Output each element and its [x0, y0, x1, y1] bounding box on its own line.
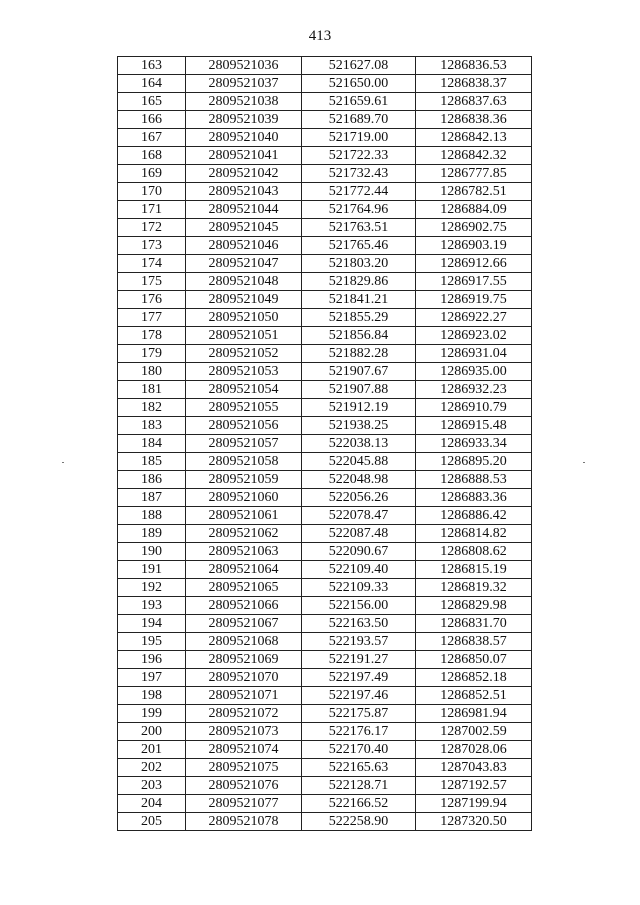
scan-speck [583, 462, 585, 463]
x-coordinate-cell: 522078.47 [302, 507, 416, 525]
table-row [118, 399, 532, 417]
row-number-cell: 179 [118, 345, 186, 363]
table-row [118, 453, 532, 471]
row-number-cell: 188 [118, 507, 186, 525]
cadastral-id-cell: 2809521078 [186, 813, 302, 831]
y-coordinate-cell: 1287192.57 [416, 777, 532, 795]
x-coordinate-cell: 522197.46 [302, 687, 416, 705]
x-coordinate-cell: 521907.88 [302, 381, 416, 399]
table-row [118, 525, 532, 543]
x-coordinate-cell: 521907.67 [302, 363, 416, 381]
cadastral-id-cell: 2809521071 [186, 687, 302, 705]
y-coordinate-cell: 1286838.36 [416, 111, 532, 129]
row-number-cell: 182 [118, 399, 186, 417]
cadastral-id-cell: 2809521047 [186, 255, 302, 273]
x-coordinate-cell: 521829.86 [302, 273, 416, 291]
y-coordinate-cell: 1287320.50 [416, 813, 532, 831]
cadastral-id-cell: 2809521046 [186, 237, 302, 255]
y-coordinate-cell: 1286935.00 [416, 363, 532, 381]
cadastral-id-cell: 2809521065 [186, 579, 302, 597]
table-row [118, 435, 532, 453]
y-coordinate-cell: 1286922.27 [416, 309, 532, 327]
table-row [118, 363, 532, 381]
row-number-cell: 200 [118, 723, 186, 741]
row-number-cell: 187 [118, 489, 186, 507]
cadastral-id-cell: 2809521068 [186, 633, 302, 651]
x-coordinate-cell: 522197.49 [302, 669, 416, 687]
row-number-cell: 167 [118, 129, 186, 147]
cadastral-id-cell: 2809521054 [186, 381, 302, 399]
table-row [118, 309, 532, 327]
row-number-cell: 192 [118, 579, 186, 597]
y-coordinate-cell: 1286831.70 [416, 615, 532, 633]
table-row [118, 75, 532, 93]
y-coordinate-cell: 1286836.53 [416, 57, 532, 75]
y-coordinate-cell: 1286888.53 [416, 471, 532, 489]
x-coordinate-cell: 522048.98 [302, 471, 416, 489]
table-row [118, 273, 532, 291]
x-coordinate-cell: 521627.08 [302, 57, 416, 75]
table-row [118, 291, 532, 309]
y-coordinate-cell: 1286815.19 [416, 561, 532, 579]
row-number-cell: 174 [118, 255, 186, 273]
y-coordinate-cell: 1286931.04 [416, 345, 532, 363]
table-row [118, 669, 532, 687]
cadastral-id-cell: 2809521042 [186, 165, 302, 183]
y-coordinate-cell: 1286915.48 [416, 417, 532, 435]
cadastral-id-cell: 2809521044 [186, 201, 302, 219]
x-coordinate-cell: 521938.25 [302, 417, 416, 435]
y-coordinate-cell: 1286912.66 [416, 255, 532, 273]
y-coordinate-cell: 1286919.75 [416, 291, 532, 309]
table-row [118, 777, 532, 795]
cadastral-id-cell: 2809521045 [186, 219, 302, 237]
x-coordinate-cell: 522056.26 [302, 489, 416, 507]
table-row [118, 615, 532, 633]
x-coordinate-cell: 522109.40 [302, 561, 416, 579]
y-coordinate-cell: 1286850.07 [416, 651, 532, 669]
table-row [118, 165, 532, 183]
y-coordinate-cell: 1286838.37 [416, 75, 532, 93]
scan-speck [62, 462, 64, 463]
table-row [118, 201, 532, 219]
row-number-cell: 181 [118, 381, 186, 399]
cadastral-id-cell: 2809521055 [186, 399, 302, 417]
row-number-cell: 201 [118, 741, 186, 759]
x-coordinate-cell: 521912.19 [302, 399, 416, 417]
row-number-cell: 193 [118, 597, 186, 615]
table-row [118, 579, 532, 597]
cadastral-id-cell: 2809521075 [186, 759, 302, 777]
row-number-cell: 173 [118, 237, 186, 255]
y-coordinate-cell: 1286902.75 [416, 219, 532, 237]
x-coordinate-cell: 521882.28 [302, 345, 416, 363]
table-row [118, 417, 532, 435]
row-number-cell: 175 [118, 273, 186, 291]
table-row [118, 723, 532, 741]
cadastral-id-cell: 2809521052 [186, 345, 302, 363]
row-number-cell: 170 [118, 183, 186, 201]
cadastral-id-cell: 2809521077 [186, 795, 302, 813]
table-row [118, 633, 532, 651]
y-coordinate-cell: 1286917.55 [416, 273, 532, 291]
table-row [118, 507, 532, 525]
y-coordinate-cell: 1287043.83 [416, 759, 532, 777]
x-coordinate-cell: 522109.33 [302, 579, 416, 597]
y-coordinate-cell: 1286842.32 [416, 147, 532, 165]
x-coordinate-cell: 521719.00 [302, 129, 416, 147]
x-coordinate-cell: 522170.40 [302, 741, 416, 759]
cadastral-id-cell: 2809521061 [186, 507, 302, 525]
x-coordinate-cell: 522165.63 [302, 759, 416, 777]
table-row [118, 489, 532, 507]
row-number-cell: 205 [118, 813, 186, 831]
cadastral-id-cell: 2809521062 [186, 525, 302, 543]
y-coordinate-cell: 1286932.23 [416, 381, 532, 399]
y-coordinate-cell: 1287002.59 [416, 723, 532, 741]
cadastral-id-cell: 2809521036 [186, 57, 302, 75]
table-row [118, 93, 532, 111]
table-row [118, 129, 532, 147]
table-row [118, 741, 532, 759]
y-coordinate-cell: 1286808.62 [416, 543, 532, 561]
row-number-cell: 163 [118, 57, 186, 75]
row-number-cell: 189 [118, 525, 186, 543]
row-number-cell: 171 [118, 201, 186, 219]
cadastral-id-cell: 2809521060 [186, 489, 302, 507]
row-number-cell: 176 [118, 291, 186, 309]
row-number-cell: 199 [118, 705, 186, 723]
x-coordinate-cell: 522175.87 [302, 705, 416, 723]
cadastral-id-cell: 2809521040 [186, 129, 302, 147]
row-number-cell: 169 [118, 165, 186, 183]
y-coordinate-cell: 1286814.82 [416, 525, 532, 543]
cadastral-id-cell: 2809521070 [186, 669, 302, 687]
x-coordinate-cell: 522193.57 [302, 633, 416, 651]
row-number-cell: 185 [118, 453, 186, 471]
table-row [118, 255, 532, 273]
y-coordinate-cell: 1286886.42 [416, 507, 532, 525]
y-coordinate-cell: 1286923.02 [416, 327, 532, 345]
table-row [118, 345, 532, 363]
table-row [118, 327, 532, 345]
x-coordinate-cell: 521659.61 [302, 93, 416, 111]
cadastral-id-cell: 2809521041 [186, 147, 302, 165]
table-row [118, 795, 532, 813]
x-coordinate-cell: 521803.20 [302, 255, 416, 273]
row-number-cell: 172 [118, 219, 186, 237]
cadastral-id-cell: 2809521039 [186, 111, 302, 129]
row-number-cell: 195 [118, 633, 186, 651]
y-coordinate-cell: 1286852.51 [416, 687, 532, 705]
y-coordinate-cell: 1286981.94 [416, 705, 532, 723]
cadastral-id-cell: 2809521058 [186, 453, 302, 471]
x-coordinate-cell: 522258.90 [302, 813, 416, 831]
x-coordinate-cell: 522191.27 [302, 651, 416, 669]
cadastral-id-cell: 2809521059 [186, 471, 302, 489]
table-row [118, 705, 532, 723]
table-row [118, 147, 532, 165]
row-number-cell: 177 [118, 309, 186, 327]
table-row [118, 759, 532, 777]
y-coordinate-cell: 1286829.98 [416, 597, 532, 615]
row-number-cell: 204 [118, 795, 186, 813]
y-coordinate-cell: 1286895.20 [416, 453, 532, 471]
x-coordinate-cell: 521722.33 [302, 147, 416, 165]
table-row [118, 237, 532, 255]
row-number-cell: 190 [118, 543, 186, 561]
cadastral-id-cell: 2809521064 [186, 561, 302, 579]
cadastral-id-cell: 2809521063 [186, 543, 302, 561]
x-coordinate-cell: 522090.67 [302, 543, 416, 561]
x-coordinate-cell: 521764.96 [302, 201, 416, 219]
table-row [118, 111, 532, 129]
cadastral-id-cell: 2809521050 [186, 309, 302, 327]
table-row [118, 543, 532, 561]
row-number-cell: 180 [118, 363, 186, 381]
cadastral-id-cell: 2809521037 [186, 75, 302, 93]
table-row [118, 381, 532, 399]
x-coordinate-cell: 521856.84 [302, 327, 416, 345]
x-coordinate-cell: 521855.29 [302, 309, 416, 327]
y-coordinate-cell: 1287199.94 [416, 795, 532, 813]
x-coordinate-cell: 522128.71 [302, 777, 416, 795]
y-coordinate-cell: 1286884.09 [416, 201, 532, 219]
cadastral-id-cell: 2809521051 [186, 327, 302, 345]
x-coordinate-cell: 521732.43 [302, 165, 416, 183]
table-row [118, 687, 532, 705]
cadastral-id-cell: 2809521049 [186, 291, 302, 309]
row-number-cell: 183 [118, 417, 186, 435]
x-coordinate-cell: 521689.70 [302, 111, 416, 129]
row-number-cell: 202 [118, 759, 186, 777]
cadastral-id-cell: 2809521043 [186, 183, 302, 201]
table-row [118, 597, 532, 615]
row-number-cell: 184 [118, 435, 186, 453]
row-number-cell: 164 [118, 75, 186, 93]
x-coordinate-cell: 522087.48 [302, 525, 416, 543]
x-coordinate-cell: 521650.00 [302, 75, 416, 93]
table-body [118, 57, 532, 831]
row-number-cell: 178 [118, 327, 186, 345]
cadastral-id-cell: 2809521072 [186, 705, 302, 723]
cadastral-id-cell: 2809521073 [186, 723, 302, 741]
table-row [118, 813, 532, 831]
table-row [118, 219, 532, 237]
y-coordinate-cell: 1286883.36 [416, 489, 532, 507]
y-coordinate-cell: 1286903.19 [416, 237, 532, 255]
y-coordinate-cell: 1286933.34 [416, 435, 532, 453]
cadastral-id-cell: 2809521066 [186, 597, 302, 615]
cadastral-id-cell: 2809521038 [186, 93, 302, 111]
cadastral-id-cell: 2809521053 [186, 363, 302, 381]
row-number-cell: 186 [118, 471, 186, 489]
y-coordinate-cell: 1286838.57 [416, 633, 532, 651]
y-coordinate-cell: 1286777.85 [416, 165, 532, 183]
table-row [118, 561, 532, 579]
cadastral-id-cell: 2809521056 [186, 417, 302, 435]
cadastral-id-cell: 2809521074 [186, 741, 302, 759]
row-number-cell: 194 [118, 615, 186, 633]
table-row [118, 57, 532, 75]
y-coordinate-cell: 1286837.63 [416, 93, 532, 111]
row-number-cell: 166 [118, 111, 186, 129]
x-coordinate-cell: 521763.51 [302, 219, 416, 237]
x-coordinate-cell: 522163.50 [302, 615, 416, 633]
y-coordinate-cell: 1286910.79 [416, 399, 532, 417]
y-coordinate-cell: 1286782.51 [416, 183, 532, 201]
table-row [118, 651, 532, 669]
y-coordinate-cell: 1287028.06 [416, 741, 532, 759]
cadastral-id-cell: 2809521076 [186, 777, 302, 795]
cadastral-id-cell: 2809521067 [186, 615, 302, 633]
x-coordinate-cell: 521841.21 [302, 291, 416, 309]
row-number-cell: 196 [118, 651, 186, 669]
row-number-cell: 203 [118, 777, 186, 795]
table-row [118, 183, 532, 201]
x-coordinate-cell: 522166.52 [302, 795, 416, 813]
page-number: 413 [308, 28, 332, 44]
coordinates-table [117, 56, 532, 831]
x-coordinate-cell: 521772.44 [302, 183, 416, 201]
x-coordinate-cell: 522176.17 [302, 723, 416, 741]
row-number-cell: 191 [118, 561, 186, 579]
table-row [118, 471, 532, 489]
row-number-cell: 168 [118, 147, 186, 165]
row-number-cell: 197 [118, 669, 186, 687]
y-coordinate-cell: 1286819.32 [416, 579, 532, 597]
x-coordinate-cell: 522038.13 [302, 435, 416, 453]
cadastral-id-cell: 2809521048 [186, 273, 302, 291]
cadastral-id-cell: 2809521069 [186, 651, 302, 669]
y-coordinate-cell: 1286842.13 [416, 129, 532, 147]
x-coordinate-cell: 522156.00 [302, 597, 416, 615]
x-coordinate-cell: 521765.46 [302, 237, 416, 255]
y-coordinate-cell: 1286852.18 [416, 669, 532, 687]
row-number-cell: 198 [118, 687, 186, 705]
cadastral-id-cell: 2809521057 [186, 435, 302, 453]
x-coordinate-cell: 522045.88 [302, 453, 416, 471]
row-number-cell: 165 [118, 93, 186, 111]
